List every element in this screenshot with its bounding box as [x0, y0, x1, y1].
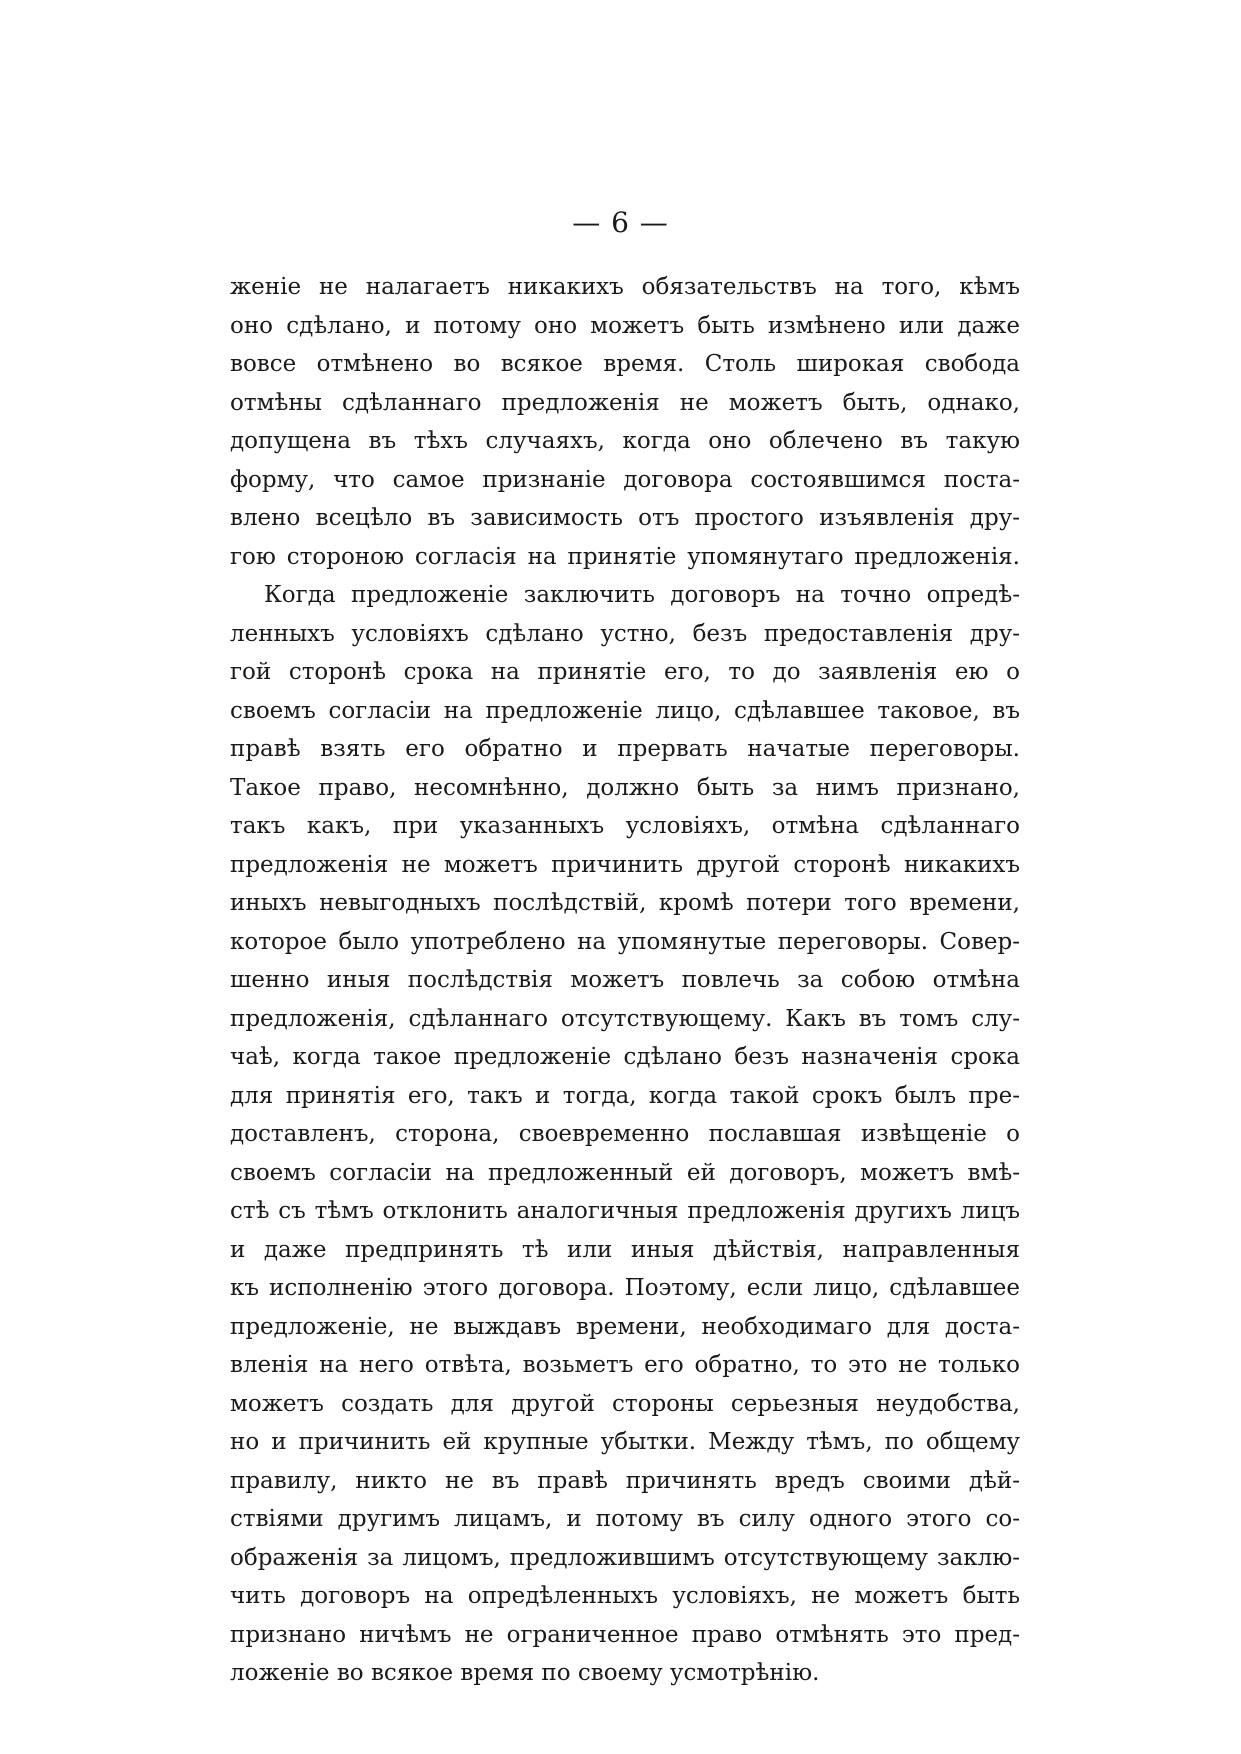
text-line: правилу, никто не въ правѣ причинять вредъ своими дѣй-	[230, 1467, 1020, 1494]
text-line: своемъ согласіи на предложеніе лицо, сдѣлавшее таковое, въ	[230, 697, 1020, 724]
text-line: можетъ создать для другой стороны серьезныя неудобства,	[230, 1390, 1020, 1417]
text-line: чить договоръ на опредѣленныхъ условіяхъ, не можетъ быть	[230, 1583, 1020, 1609]
paragraph	[230, 576, 1020, 1693]
text-line: гой сторонѣ срока на принятіе его, то до заявленія ею о	[230, 659, 1020, 685]
text-line: признано ничѣмъ не ограниченное право отмѣнять это пред-	[230, 1621, 1020, 1648]
text-line: форму, что самое признаніе договора состоявшимся поста-	[230, 466, 1020, 493]
text-line: допущена въ тѣхъ случаяхъ, когда оно облечено въ такую	[230, 428, 1020, 454]
text-line: которое было употреблено на упомянутые переговоры. Совер-	[230, 928, 1020, 955]
text-line: ствіями другимъ лицамъ, и потому въ силу одного этого со-	[230, 1506, 1020, 1532]
text-line: для принятія его, такъ и тогда, когда такой срокъ былъ пре-	[230, 1082, 1020, 1109]
text-line: ображенія за лицомъ, предложившимъ отсутствующему заклю-	[230, 1544, 1020, 1571]
text-line: правѣ взять его обратно и прервать начатые переговоры.	[230, 736, 1020, 762]
text-line: къ исполненію этого договора. Поэтому, если лицо, сдѣлавшее	[230, 1275, 1020, 1301]
text-line: но и причинить ей крупные убытки. Между тѣмъ, по общему	[230, 1429, 1020, 1455]
text-line: Такое право, несомнѣнно, должно быть за нимъ признано,	[230, 774, 1020, 801]
body-text	[230, 268, 1020, 1693]
text-line: влено всецѣло въ зависимость отъ простого изъявленія дру-	[230, 505, 1020, 531]
text-line: ложеніе во всякое время по своему усмотрѣнію.	[230, 1660, 820, 1686]
page-number: — 6 —	[572, 206, 669, 239]
text-line: предложенія, сдѣланнаго отсутствующему. Какъ въ томъ слу-	[230, 1005, 1020, 1032]
text-line: женіе не налагаетъ никакихъ обязательствъ на того, кѣмъ	[230, 274, 1020, 300]
text-line: гою стороною согласія на принятіе упомянутаго предложенія.	[230, 543, 1020, 570]
text-line: предложенія не можетъ причинить другой сторонѣ никакихъ	[230, 851, 1020, 878]
text-line: вленія на него отвѣта, возьметъ его обратно, то это не только	[230, 1352, 1020, 1378]
text-line: своемъ согласіи на предложенный ей договоръ, можетъ вмѣ-	[230, 1159, 1020, 1186]
text-line: доставленъ, сторона, своевременно пославшая извѣщеніе о	[230, 1121, 1020, 1147]
paragraph	[230, 268, 1020, 576]
text-line: такъ какъ, при указанныхъ условіяхъ, отмѣна сдѣланнаго	[230, 813, 1020, 839]
text-line: и даже предпринять тѣ или иныя дѣйствія, направленныя	[230, 1236, 1020, 1263]
text-line: стѣ съ тѣмъ отклонить аналогичныя предложенія другихъ лицъ	[230, 1198, 1020, 1224]
text-line: ленныхъ условіяхъ сдѣлано устно, безъ предоставленія дру-	[230, 620, 1020, 647]
text-line: чаѣ, когда такое предложеніе сдѣлано безъ назначенія срока	[230, 1044, 1020, 1070]
text-line: вовсе отмѣнено во всякое время. Столь широкая свобода	[230, 351, 1020, 377]
text-line: оно сдѣлано, и потому оно можетъ быть измѣнено или даже	[230, 312, 1020, 339]
text-line: предложеніе, не выждавъ времени, необходимаго для доста-	[230, 1313, 1020, 1340]
text-line: отмѣны сдѣланнаго предложенія не можетъ быть, однако,	[230, 389, 1020, 416]
text-line: шенно иныя послѣдствія можетъ повлечь за собою отмѣна	[230, 967, 1020, 993]
text-line: иныхъ невыгодныхъ послѣдствій, кромѣ потери того времени,	[230, 890, 1020, 916]
text-line: Когда предложеніе заключить договоръ на точно опредѣ-	[264, 582, 1020, 608]
